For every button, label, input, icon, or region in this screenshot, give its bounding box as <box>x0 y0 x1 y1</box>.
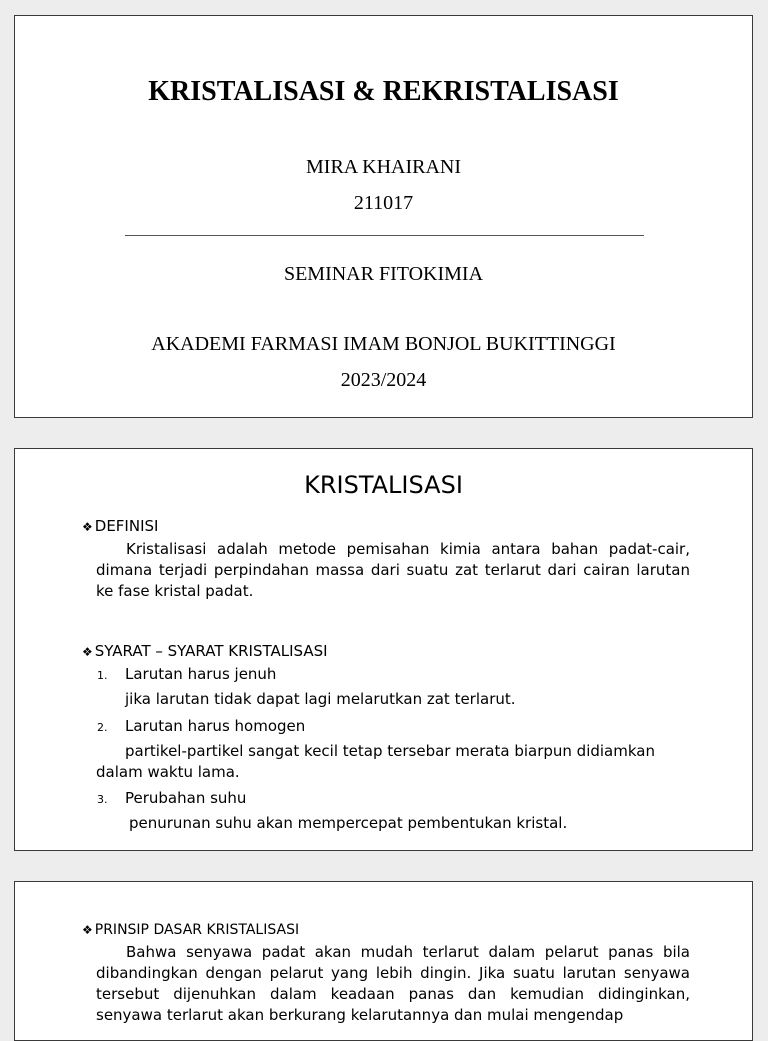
prinsip-paragraph: Bahwa senyawa padat akan mudah terlarut dalam pelarut panas bila dibandingkan dengan pelarut yang lebih dingin. Jika suatu larutan senyawa tersebut dijenuhkan dalam keadaan panas dan kemudian didinginkan, senyawa terlarut akan berkurang kelarutannya dan mulai mengendap <box>96 943 690 1024</box>
item-label: Perubahan suhu <box>125 789 247 807</box>
academic-year: 2023/2024 <box>340 369 427 391</box>
definisi-heading <box>82 516 158 538</box>
list-item <box>97 788 246 810</box>
diamond-bullet-icon: ❖ <box>82 520 93 534</box>
prinsip-heading <box>82 920 299 941</box>
diamond-bullet-icon: ❖ <box>82 645 93 659</box>
prinsip-slide <box>14 881 753 1041</box>
item-number: 2. <box>97 721 108 734</box>
institution-name: AKADEMI FARMASI IMAM BONJOL BUKITTINGGI <box>151 333 616 355</box>
diamond-bullet-icon: ❖ <box>82 923 93 937</box>
item-description: penurunan suhu akan mempercepat pembentukan kristal. <box>129 814 568 832</box>
item-number: 3. <box>97 793 108 806</box>
item-label: Larutan harus homogen <box>125 717 306 735</box>
syarat-heading <box>82 641 328 663</box>
syarat-heading-text: SYARAT – SYARAT KRISTALISASI <box>94 642 328 660</box>
presentation-title: KRISTALISASI & REKRISTALISASI <box>148 76 619 107</box>
author-id: 211017 <box>353 192 414 214</box>
definisi-heading-text: DEFINISI <box>94 517 159 535</box>
seminar-name: SEMINAR FITOKIMIA <box>283 263 484 285</box>
prinsip-heading-text: PRINSIP DASAR KRISTALISASI <box>94 922 300 938</box>
slide-title: KRISTALISASI <box>304 471 463 499</box>
item-number: 1. <box>97 669 108 682</box>
author-name: MIRA KHAIRANI <box>306 156 461 178</box>
definisi-paragraph: Kristalisasi adalah metode pemisahan kimia antara bahan padat-cair, dimana terjadi perpindahan massa dari suatu zat terlarut dari cairan larutan ke fase kristal padat. <box>96 540 690 600</box>
list-item <box>97 716 305 738</box>
item-description: partikel-partikel sangat kecil tetap tersebar merata biarpun didiamkan dalam waktu lama. <box>96 742 655 781</box>
item-label: Larutan harus jenuh <box>125 665 277 683</box>
title-slide <box>14 15 753 418</box>
list-item <box>97 664 276 686</box>
divider-line <box>125 235 644 236</box>
item-description: jika larutan tidak dapat lagi melarutkan zat terlarut. <box>125 690 516 708</box>
kristalisasi-slide <box>14 448 753 851</box>
